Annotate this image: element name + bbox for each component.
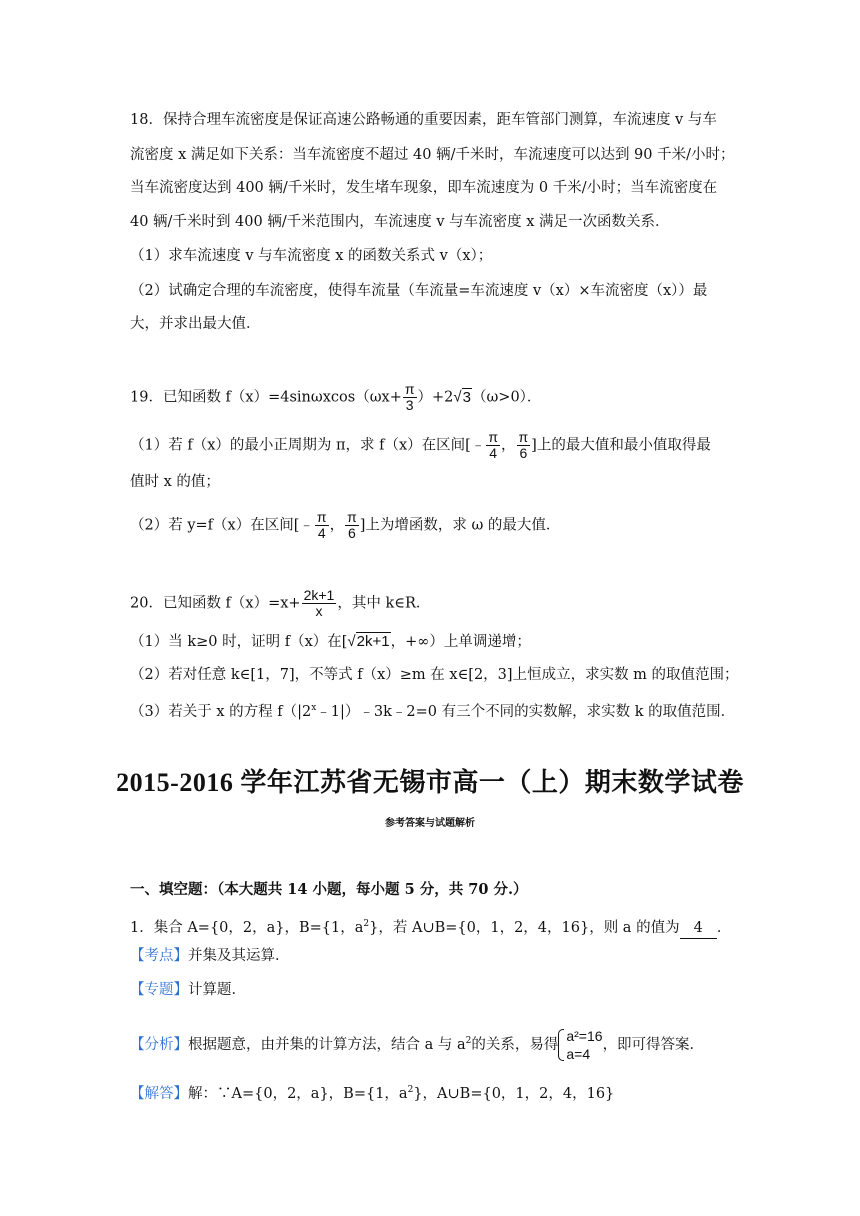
exponent: 2 xyxy=(465,1036,472,1046)
q19-p2b: ， xyxy=(329,517,345,534)
q19-p2c: ]上为增函数，求 ω 的最大值． xyxy=(359,517,561,534)
jieda-b: }，A∪B={0，1，2，4，16} xyxy=(413,1086,615,1102)
2k-plus-1-over-x-fraction xyxy=(302,588,337,619)
q19-p2a: （2）若 y=f（x）在区间[﹣ xyxy=(130,517,314,534)
jieda-a: 解：∵A={0，2，a}，B={1，a xyxy=(188,1086,408,1102)
q20-stem-a: 20．已知函数 f（x）=x+ xyxy=(130,595,301,612)
pi-over-6-fraction xyxy=(517,430,531,461)
a1-stem-c: ． xyxy=(716,920,732,936)
sqrt-2k-plus-1: √2k+1 xyxy=(347,633,390,650)
frac-denominator: 4 xyxy=(489,445,498,461)
exponent: 2 xyxy=(363,919,370,929)
equation-system xyxy=(558,1027,602,1063)
q19-stem-a: 19．已知函数 f（x）=4sinωxcos（ωx+ xyxy=(130,389,402,406)
q19-p1b: ， xyxy=(501,437,516,454)
q18-part-2b: 大，并求出最大值． xyxy=(130,316,261,332)
q18-line-4: 40 辆/千米时到 400 辆/千米范围内，车流速度 v 与车流密度 x 满足一次函数关系． xyxy=(130,214,670,230)
a1-stem-a: 1．集合 A={0，2，a}，B={1，a xyxy=(130,920,364,936)
exponent: x xyxy=(311,703,317,713)
answer-1-stem xyxy=(130,914,731,939)
frac-denominator: 4 xyxy=(317,525,326,541)
q18-part-1: （1）求车流速度 v 与车流密度 x 的函数关系式 v（x）； xyxy=(130,248,493,264)
jieda-tag: 【解答】 xyxy=(130,1086,188,1102)
q19-stem-c: （ω>0）． xyxy=(471,389,542,406)
frac-numerator: π xyxy=(347,509,357,525)
frac-numerator: π xyxy=(488,429,498,445)
q20-part-3 xyxy=(130,698,735,722)
frac-numerator: π xyxy=(404,381,415,397)
frac-numerator: 2k+1 xyxy=(303,587,335,603)
kaodian-text: 并集及其运算． xyxy=(188,948,290,964)
q20-stem xyxy=(130,588,430,619)
kaodian-tag: 【考点】 xyxy=(130,948,188,964)
q19-p1a: （1）若 f（x）的最小正周期为 π，求 f（x）在区间[﹣ xyxy=(130,437,486,454)
q19-part-2 xyxy=(130,510,560,541)
q19-stem-b: ）+2 xyxy=(417,389,454,406)
q20-part-1 xyxy=(130,632,531,652)
q19-p1c: ]上的最大值和最小值取得最 xyxy=(531,437,711,454)
exponent: 2 xyxy=(407,1085,414,1095)
jieda-line xyxy=(130,1080,614,1104)
frac-denominator: x xyxy=(315,603,323,619)
q20-part-2: （2）若对任意 k∈[1，7]，不等式 f（x）≥m 在 x∈[2，3]上恒成立，求实数 m 的取值范围； xyxy=(130,667,739,683)
page-title: 2015-2016 学年江苏省无锡市高一（上）期末数学试卷 xyxy=(116,768,744,797)
frac-numerator: π xyxy=(316,509,327,525)
zhuanti-text: 计算题． xyxy=(188,982,246,998)
q19-part-1 xyxy=(130,430,711,461)
q19-stem xyxy=(130,382,541,413)
q18-line-1: 18．保持合理车流密度是保证高速公路畅通的重要因素，距车管部门测算，车流速度 v 与车 xyxy=(130,112,717,128)
q20-p3b: ﹣1|）﹣3k﹣2=0 有三个不同的实数解，求实数 k 的取值范围． xyxy=(316,704,736,720)
fenxi-line xyxy=(130,1027,704,1063)
q20-p1a: （1）当 k≥0 时，证明 f（x）在[ xyxy=(130,634,348,650)
pi-over-6-fraction xyxy=(345,510,359,541)
zhuanti-tag: 【专题】 xyxy=(130,982,188,998)
frac-denominator: 6 xyxy=(519,445,528,461)
fenxi-a: 根据题意，由并集的计算方法，结合 a 与 a xyxy=(188,1037,466,1053)
fenxi-c: ，即可得答案． xyxy=(602,1037,705,1053)
frac-numerator: π xyxy=(518,429,529,445)
page-subtitle: 参考答案与试题解析 xyxy=(385,818,475,829)
frac-denominator: 3 xyxy=(405,397,414,413)
pi-over-4-fraction xyxy=(486,430,500,461)
a1-stem-b: }，若 A∪B={0，1，2，4，16}，则 a 的值为 xyxy=(369,920,680,936)
zhuanti-line xyxy=(130,980,246,1000)
fenxi-tag: 【分析】 xyxy=(130,1037,188,1053)
system-eq-1: a²=16 xyxy=(566,1028,603,1044)
fenxi-b: 的关系，易得 xyxy=(471,1037,559,1053)
q20-p3a: （3）若关于 x 的方程 f（|2 xyxy=(130,704,312,720)
frac-denominator: 6 xyxy=(348,525,356,541)
system-eq-2: a=4 xyxy=(566,1046,591,1062)
pi-over-3-fraction xyxy=(403,382,417,413)
q18-part-2a: （2）试确定合理的车流密度，使得车流量（车流量=车流速度 v（x）×车流密度（x））最 xyxy=(130,283,708,299)
q19-part-1-cont: 值时 x 的值； xyxy=(130,474,220,490)
sqrt-3: √3 xyxy=(453,388,471,406)
q20-p1b: ，+∞）上单调递增； xyxy=(390,634,531,650)
q20-stem-b: ，其中 k∈R． xyxy=(337,595,431,612)
kaodian-line xyxy=(130,946,290,966)
pi-over-4-fraction xyxy=(315,510,329,541)
answer-blank: 4 xyxy=(680,918,717,939)
section-heading: 一、填空题：（本大题共 14 小题，每小题 5 分，共 70 分.） xyxy=(130,881,528,898)
q18-line-3: 当车流密度达到 400 辆/千米时，发生堵车现象，即车流速度为 0 千米/小时；当车流密度在 xyxy=(130,180,718,196)
q18-line-2: 流密度 x 满足如下关系：当车流密度不超过 40 辆/千米时，车流速度可以达到 90 千米/小时； xyxy=(130,147,735,163)
